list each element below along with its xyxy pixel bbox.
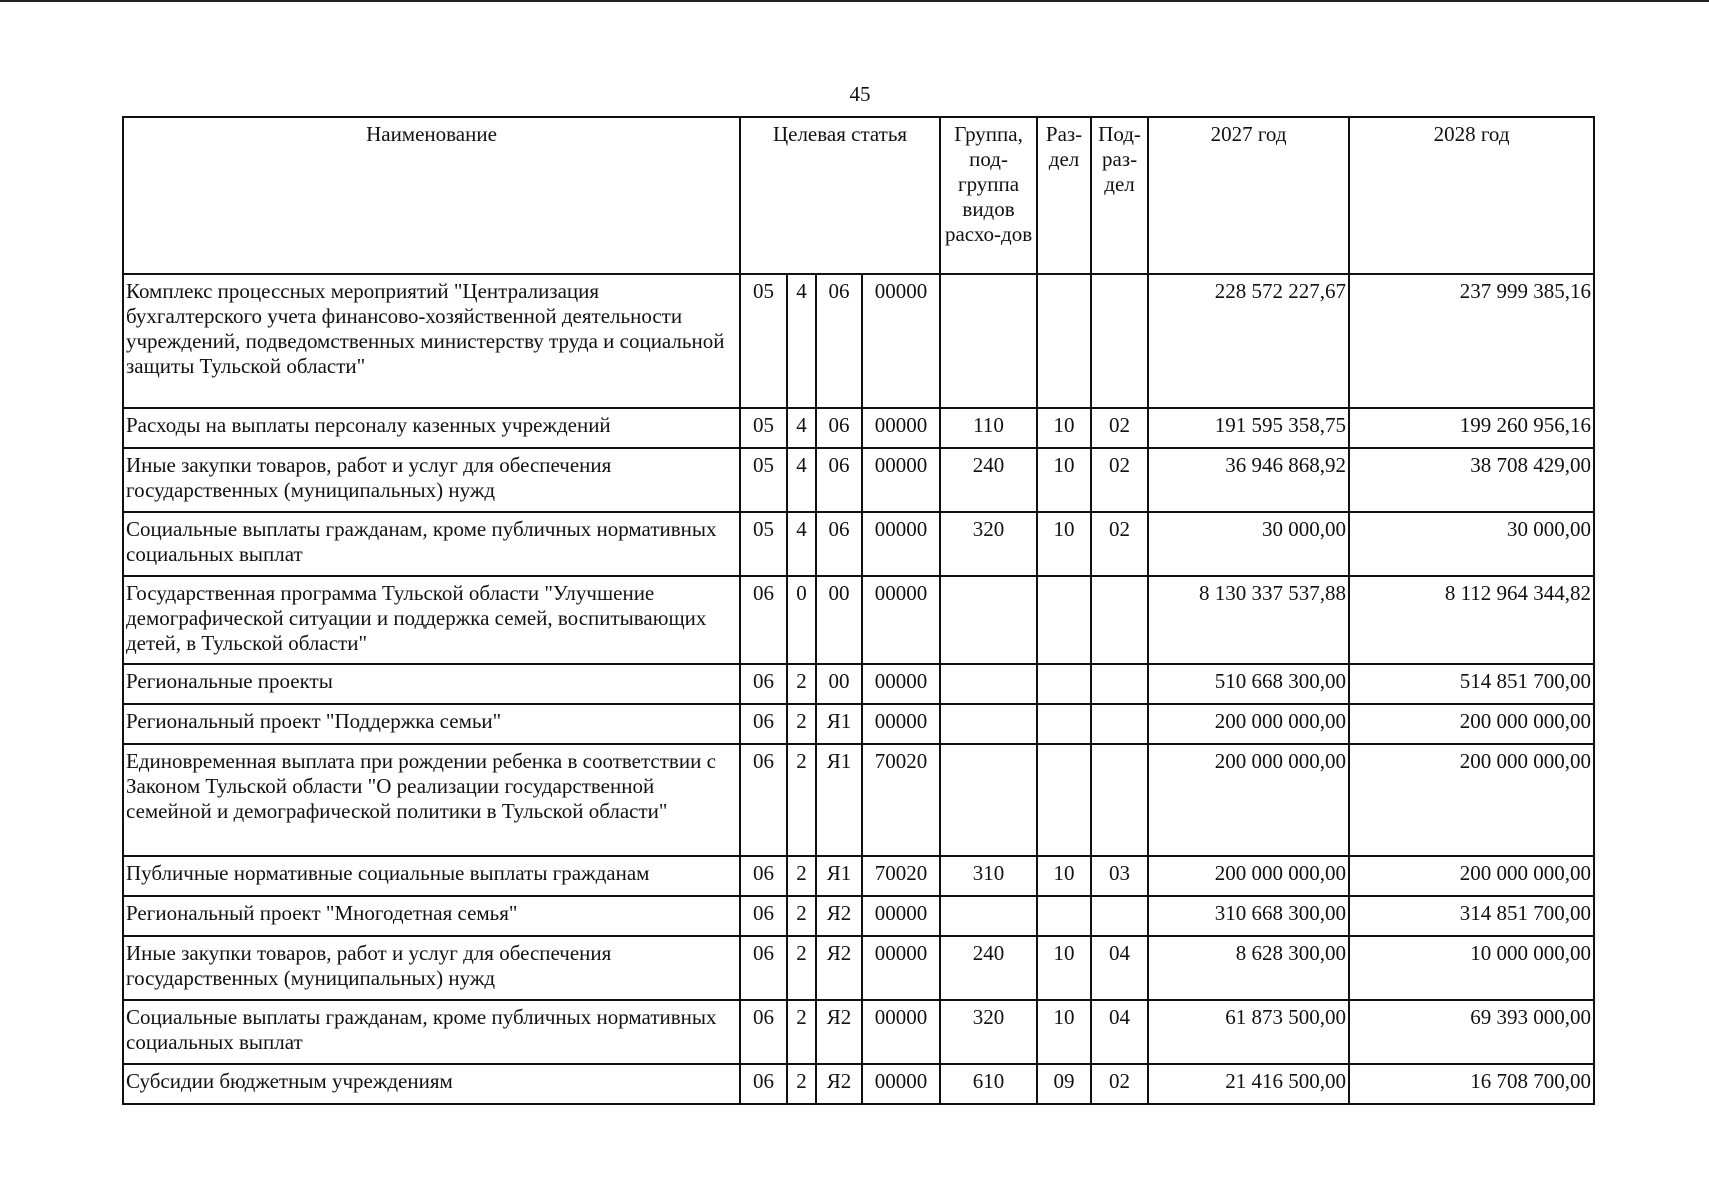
expense-group: 110 [940,408,1037,448]
target-code-program: 06 [740,856,787,896]
expense-group [940,896,1037,936]
section-code [1037,274,1091,408]
subsection-code [1091,274,1148,408]
amount-2027: 510 668 300,00 [1148,664,1349,704]
section-code: 10 [1037,512,1091,576]
target-code-direction: 00000 [862,704,940,744]
target-code-type: 2 [787,704,816,744]
table-row [123,408,1594,448]
target-code-item: Я1 [816,704,862,744]
amount-2027: 21 416 500,00 [1148,1064,1349,1104]
target-code-item: Я2 [816,896,862,936]
expense-group [940,576,1037,664]
row-name: Государственная программа Тульской области "Улучшение демографической ситуации и поддержка семей, воспитывающих детей, в Тульской области" [123,576,740,664]
row-name: Субсидии бюджетным учреждениям [123,1064,740,1104]
expense-group [940,274,1037,408]
expense-group [940,704,1037,744]
target-code-item: Я2 [816,936,862,1000]
row-name: Иные закупки товаров, работ и услуг для обеспечения государственных (муниципальных) нужд [123,936,740,1000]
section-code: 10 [1037,448,1091,512]
target-code-direction: 70020 [862,744,940,856]
section-code [1037,576,1091,664]
amount-2028: 16 708 700,00 [1349,1064,1594,1104]
amount-2028: 199 260 956,16 [1349,408,1594,448]
table-row [123,896,1594,936]
subsection-code [1091,896,1148,936]
row-name: Региональный проект "Поддержка семьи" [123,704,740,744]
amount-2027: 200 000 000,00 [1148,704,1349,744]
amount-2028: 200 000 000,00 [1349,704,1594,744]
target-code-type: 4 [787,274,816,408]
target-code-program: 05 [740,408,787,448]
amount-2027: 8 628 300,00 [1148,936,1349,1000]
section-code [1037,664,1091,704]
target-code-program: 05 [740,512,787,576]
amount-2027: 36 946 868,92 [1148,448,1349,512]
subsection-code: 02 [1091,448,1148,512]
amount-2027: 200 000 000,00 [1148,856,1349,896]
row-name: Региональный проект "Многодетная семья" [123,896,740,936]
expense-group [940,744,1037,856]
amount-2028: 8 112 964 344,82 [1349,576,1594,664]
amount-2028: 514 851 700,00 [1349,664,1594,704]
target-code-program: 06 [740,744,787,856]
target-code-item: Я2 [816,1064,862,1104]
target-code-item: Я2 [816,1000,862,1064]
target-code-type: 2 [787,1064,816,1104]
column-header-subsection: Под-раз-дел [1091,117,1148,274]
target-code-item: 06 [816,408,862,448]
subsection-code: 04 [1091,1000,1148,1064]
table-header-row [123,117,1594,274]
subsection-code [1091,704,1148,744]
subsection-code: 02 [1091,1064,1148,1104]
amount-2027: 30 000,00 [1148,512,1349,576]
table-row [123,704,1594,744]
target-code-item: 06 [816,448,862,512]
target-code-program: 06 [740,1064,787,1104]
row-name: Иные закупки товаров, работ и услуг для обеспечения государственных (муниципальных) нужд [123,448,740,512]
target-code-program: 06 [740,936,787,1000]
column-header-name: Наименование [123,117,740,274]
expense-group: 320 [940,1000,1037,1064]
page-number: 45 [849,82,871,106]
column-header-2028: 2028 год [1349,117,1594,274]
section-code [1037,744,1091,856]
row-name: Региональные проекты [123,664,740,704]
target-code-type: 2 [787,856,816,896]
target-code-type: 2 [787,896,816,936]
target-code-direction: 00000 [862,664,940,704]
amount-2028: 69 393 000,00 [1349,1000,1594,1064]
target-code-program: 06 [740,704,787,744]
subsection-code [1091,576,1148,664]
target-code-type: 0 [787,576,816,664]
amount-2027: 8 130 337 537,88 [1148,576,1349,664]
target-code-program: 06 [740,896,787,936]
table-row [123,576,1594,664]
target-code-direction: 70020 [862,856,940,896]
row-name: Социальные выплаты гражданам, кроме публичных нормативных социальных выплат [123,512,740,576]
subsection-code: 02 [1091,408,1148,448]
table-row [123,936,1594,1000]
table-row [123,856,1594,896]
subsection-code: 04 [1091,936,1148,1000]
subsection-code [1091,744,1148,856]
target-code-program: 05 [740,274,787,408]
target-code-item: 06 [816,274,862,408]
table-row [123,448,1594,512]
row-name: Социальные выплаты гражданам, кроме публичных нормативных социальных выплат [123,1000,740,1064]
expense-group: 240 [940,448,1037,512]
amount-2028: 38 708 429,00 [1349,448,1594,512]
budget-table [122,116,1595,1105]
table-row [123,1000,1594,1064]
target-code-direction: 00000 [862,936,940,1000]
target-code-type: 2 [787,664,816,704]
target-code-type: 2 [787,744,816,856]
column-header-2027: 2027 год [1148,117,1349,274]
target-code-program: 06 [740,576,787,664]
section-code: 10 [1037,936,1091,1000]
row-name: Единовременная выплата при рождении ребенка в соответствии с Законом Тульской области "О реализации государственной семейной и демографической политики в Тульской области" [123,744,740,856]
section-code: 10 [1037,856,1091,896]
column-header-section: Раз-дел [1037,117,1091,274]
section-code: 09 [1037,1064,1091,1104]
table-body [123,274,1594,1104]
target-code-direction: 00000 [862,448,940,512]
expense-group: 240 [940,936,1037,1000]
amount-2028: 200 000 000,00 [1349,744,1594,856]
target-code-item: 06 [816,512,862,576]
expense-group: 610 [940,1064,1037,1104]
target-code-program: 06 [740,1000,787,1064]
target-code-direction: 00000 [862,576,940,664]
target-code-direction: 00000 [862,896,940,936]
expense-group: 310 [940,856,1037,896]
table-row [123,512,1594,576]
target-code-type: 4 [787,512,816,576]
amount-2028: 200 000 000,00 [1349,856,1594,896]
amount-2027: 191 595 358,75 [1148,408,1349,448]
column-header-target: Целевая статья [740,117,940,274]
table-row [123,744,1594,856]
amount-2028: 237 999 385,16 [1349,274,1594,408]
target-code-type: 4 [787,408,816,448]
table-row [123,664,1594,704]
target-code-item: 00 [816,576,862,664]
amount-2028: 314 851 700,00 [1349,896,1594,936]
section-code: 10 [1037,1000,1091,1064]
section-code [1037,896,1091,936]
scan-edge-top [0,0,1709,2]
target-code-direction: 00000 [862,1000,940,1064]
subsection-code [1091,664,1148,704]
amount-2027: 228 572 227,67 [1148,274,1349,408]
section-code: 10 [1037,408,1091,448]
target-code-type: 4 [787,448,816,512]
amount-2028: 30 000,00 [1349,512,1594,576]
target-code-type: 2 [787,1000,816,1064]
subsection-code: 03 [1091,856,1148,896]
table-row [123,1064,1594,1104]
section-code [1037,704,1091,744]
target-code-type: 2 [787,936,816,1000]
target-code-direction: 00000 [862,512,940,576]
target-code-program: 05 [740,448,787,512]
target-code-item: Я1 [816,856,862,896]
target-code-item: 00 [816,664,862,704]
target-code-direction: 00000 [862,408,940,448]
target-code-direction: 00000 [862,1064,940,1104]
expense-group: 320 [940,512,1037,576]
row-name: Публичные нормативные социальные выплаты гражданам [123,856,740,896]
target-code-item: Я1 [816,744,862,856]
table-row [123,274,1594,408]
target-code-direction: 00000 [862,274,940,408]
target-code-program: 06 [740,664,787,704]
amount-2028: 10 000 000,00 [1349,936,1594,1000]
amount-2027: 200 000 000,00 [1148,744,1349,856]
row-name: Комплекс процессных мероприятий "Централизация бухгалтерского учета финансово-хозяйственной деятельности учреждений, подведомственных министерству труда и социальной защиты Тульской области" [123,274,740,408]
column-header-group: Группа, под-группа видов расхо-дов [940,117,1037,274]
amount-2027: 310 668 300,00 [1148,896,1349,936]
subsection-code: 02 [1091,512,1148,576]
amount-2027: 61 873 500,00 [1148,1000,1349,1064]
expense-group [940,664,1037,704]
row-name: Расходы на выплаты персоналу казенных учреждений [123,408,740,448]
